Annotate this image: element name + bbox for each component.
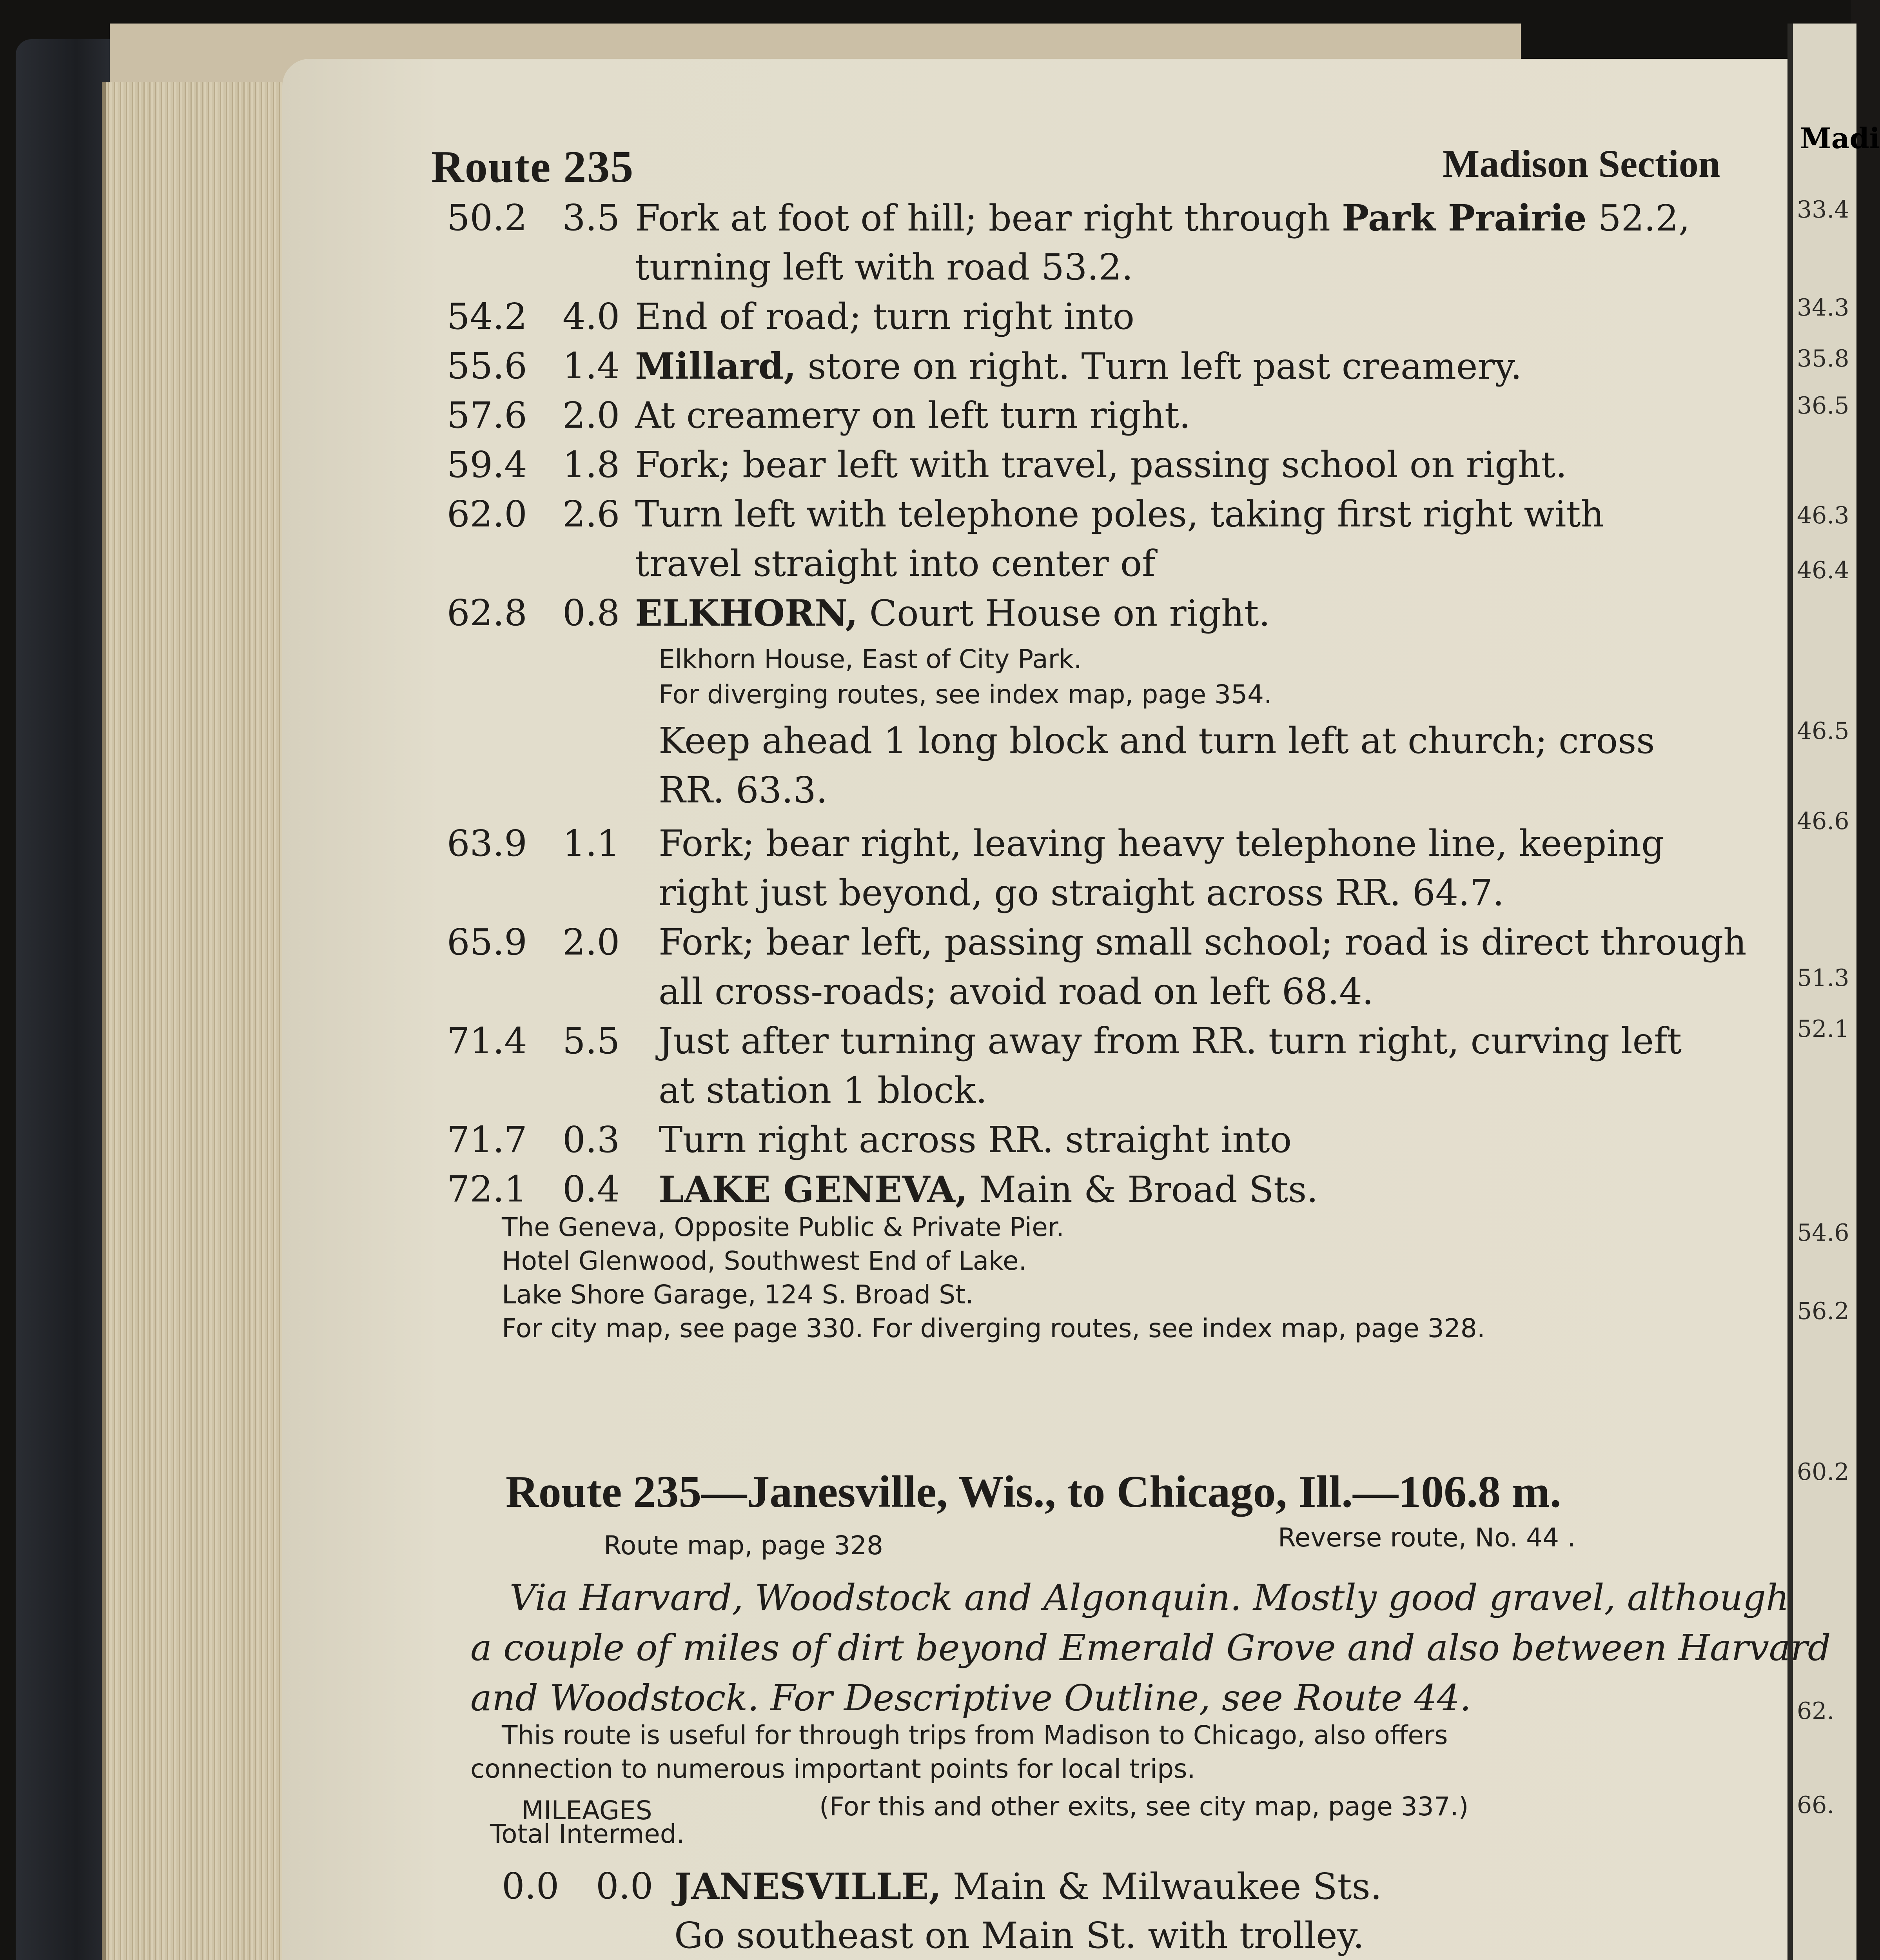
facing-page-mileage: 33.4 [1797, 196, 1849, 223]
intermediate-mileage: 3.5 [563, 197, 620, 239]
mileages-label: MILEAGES [521, 1795, 652, 1826]
facing-page-mileage: 46.3 [1797, 502, 1849, 529]
intermediate-mileage: 0.8 [563, 592, 620, 634]
route-direction-cont: RR. 63.3. [659, 769, 828, 811]
intermediate-mileage: 0.0 [596, 1865, 653, 1907]
bold-text: ELKHORN, [635, 592, 858, 634]
route-direction: Fork; bear left with travel, passing school on right. [635, 444, 1567, 486]
facing-page-mileage: 46.6 [1797, 808, 1849, 835]
hotel-note: Lake Shore Garage, 124 S. Broad St. [502, 1279, 974, 1310]
route-direction: JANESVILLE, Main & Milwaukee Sts. [674, 1865, 1382, 1907]
facing-page-mileage: 35.8 [1797, 345, 1849, 372]
bold-text: Millard, [635, 345, 797, 387]
route-direction-cont: at station 1 block. [659, 1069, 987, 1111]
total-mileage: 0.0 [502, 1865, 559, 1907]
facing-page-strip [1787, 24, 1880, 1960]
route-direction: Just after turning away from RR. turn right, curving left [659, 1020, 1682, 1062]
bold-text: LAKE GENEVA, [659, 1168, 968, 1210]
facing-page-mileage: 62. [1797, 1697, 1835, 1725]
hotel-note: Hotel Glenwood, Southwest End of Lake. [502, 1246, 1027, 1276]
bold-text: JANESVILLE, [674, 1865, 942, 1907]
hotel-note: For diverging routes, see index map, page 354. [659, 679, 1272, 710]
reverse-route-ref: Reverse route, No. 44 . [1278, 1523, 1576, 1553]
intermediate-mileage: 4.0 [563, 296, 620, 338]
section-header: Madison Section [1443, 142, 1720, 185]
total-mileage: 54.2 [447, 296, 527, 338]
total-mileage: 62.8 [447, 592, 527, 634]
intermediate-mileage: 0.3 [563, 1119, 620, 1161]
total-mileage: 59.4 [447, 444, 527, 486]
facing-page-mileage: 46.5 [1797, 717, 1849, 745]
route-direction: LAKE GENEVA, Main & Broad Sts. [659, 1168, 1318, 1210]
facing-page-mileage: 52.1 [1797, 1015, 1849, 1043]
city-map-note: (For this and other exits, see city map, page 337.) [819, 1791, 1469, 1822]
facing-page-mileage: 60.2 [1797, 1458, 1849, 1486]
route-description: Via Harvard, Woodstock and Algonquin. Mostly good gravel, although [510, 1577, 1789, 1619]
intermediate-mileage: 5.5 [563, 1020, 620, 1062]
route-direction-cont: Keep ahead 1 long block and turn left at church; cross [659, 720, 1655, 762]
total-mileage: 62.0 [447, 493, 527, 535]
total-mileage: 71.7 [447, 1119, 527, 1161]
route-direction-cont: right just beyond, go straight across RR. 64.7. [659, 872, 1504, 914]
total-mileage: 57.6 [447, 394, 527, 436]
route-direction: At creamery on left turn right. [635, 394, 1191, 436]
total-mileage: 71.4 [447, 1020, 527, 1062]
total-mileage: 55.6 [447, 345, 527, 387]
route-map-ref: Route map, page 328 [604, 1530, 883, 1561]
route-direction-cont: travel straight into center of [635, 543, 1156, 584]
facing-page-mileage: 46.4 [1797, 557, 1849, 584]
facing-page-mileage: 34.3 [1797, 294, 1849, 321]
hotel-note: The Geneva, Opposite Public & Private Pier. [502, 1212, 1064, 1242]
page-edges [102, 82, 310, 1960]
route-direction: Turn right across RR. straight into [659, 1119, 1292, 1161]
total-intermed-label: Total Intermed. [490, 1819, 685, 1849]
facing-page-mileage: 51.3 [1797, 964, 1849, 992]
total-mileage: 63.9 [447, 822, 527, 864]
total-mileage: 50.2 [447, 197, 527, 239]
route-description: a couple of miles of dirt beyond Emerald Grove and also between Harvard [470, 1627, 1831, 1669]
facing-page-mileage: 56.2 [1797, 1298, 1849, 1325]
intermediate-mileage: 1.1 [563, 822, 620, 864]
route-direction-cont: all cross-roads; avoid road on left 68.4. [659, 971, 1374, 1013]
bold-text: Park Prairie [1342, 197, 1587, 239]
facing-page-mileage: 54.6 [1797, 1219, 1849, 1247]
total-mileage: 72.1 [447, 1168, 527, 1210]
route-direction: End of road; turn right into [635, 296, 1135, 338]
route-header: Route 235 [431, 142, 634, 192]
intermediate-mileage: 2.0 [563, 394, 620, 436]
intermediate-mileage: 1.8 [563, 444, 620, 486]
intermediate-mileage: 0.4 [563, 1168, 620, 1210]
intermediate-mileage: 2.6 [563, 493, 620, 535]
route-direction: ELKHORN, Court House on right. [635, 592, 1270, 634]
route-direction-cont: turning left with road 53.2. [635, 246, 1133, 288]
route-description: and Woodstock. For Descriptive Outline, see Route 44. [470, 1677, 1472, 1719]
route-note: This route is useful for through trips from Madison to Chicago, also offers [502, 1720, 1448, 1750]
facing-page-mileage: 66. [1797, 1791, 1835, 1819]
intermediate-mileage: 1.4 [563, 345, 620, 387]
hotel-note: For city map, see page 330. For diverging routes, see index map, page 328. [502, 1313, 1485, 1343]
intermediate-mileage: 2.0 [563, 921, 620, 963]
route-direction: Fork; bear left, passing small school; road is direct through [659, 921, 1747, 963]
route-direction: Turn left with telephone poles, taking first right with [635, 493, 1604, 535]
route-235-title: Route 235—Janesville, Wis., to Chicago, Ill.—106.8 m. [506, 1467, 1561, 1517]
route-direction: Millard, store on right. Turn left past creamery. [635, 345, 1522, 387]
route-direction: Go southeast on Main St. with trolley. [674, 1915, 1365, 1956]
route-note: connection to numerous important points for local trips. [470, 1754, 1196, 1784]
hotel-note: Elkhorn House, East of City Park. [659, 644, 1082, 674]
total-mileage: 65.9 [447, 921, 527, 963]
facing-page-heading: Madi [1800, 122, 1880, 155]
route-direction: Fork at foot of hill; bear right through Park Prairie 52.2, [635, 197, 1690, 239]
route-direction: Fork; bear right, leaving heavy telephone line, keeping [659, 822, 1664, 864]
facing-page-mileage: 36.5 [1797, 392, 1849, 419]
